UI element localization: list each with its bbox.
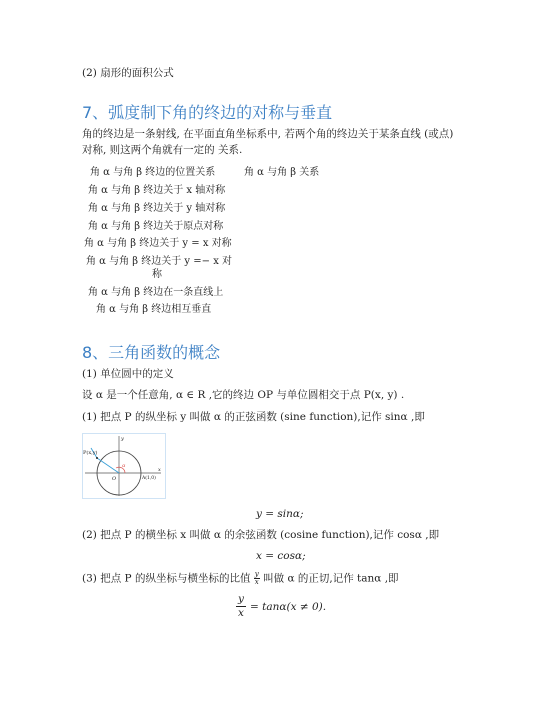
label-y: y — [121, 436, 124, 442]
cosine-definition: (2) 把点 P 的横坐标 x 叫做 α 的余弦函数 (cosine function),记作 cosα ,即 — [82, 529, 440, 541]
section-8-heading: 8、三角函数的概念 — [82, 343, 221, 362]
sine-formula: y = sinα; — [256, 508, 304, 520]
tangent-definition — [82, 571, 399, 586]
unit-circle-diagram — [83, 434, 165, 498]
tangent-formula-denominator: x — [238, 607, 244, 619]
point-p — [96, 457, 98, 459]
table-header-relation: 角 α 与角 β 关系 — [244, 167, 320, 178]
terminal-ray — [97, 458, 119, 473]
tangent-text-b: 叫做 α 的正切,记作 tanα ,即 — [263, 572, 399, 585]
table-row: 角 α 与角 β 终边关于原点对称 — [88, 221, 224, 232]
table-header-position: 角 α 与角 β 终边的位置关系 — [90, 167, 216, 178]
section-7-heading: 7、弧度制下角的终边的对称与垂直 — [82, 103, 333, 122]
label-o: O — [112, 476, 117, 482]
table-row: 角 α 与角 β 终边关于 y 轴对称 — [88, 203, 226, 214]
table-row: 角 α 与角 β 终边关于 y = x 对称 — [84, 238, 232, 249]
definition-text: 设 α 是一个任意角, α ∈ R ,它的终边 OP 与单位圆相交于点 P(x, y) . — [82, 389, 405, 401]
table-row: 角 α 与角 β 终边在一条直线上 — [88, 287, 224, 298]
section-7-intro-line1: 角的终边是一条射线, 在平面直角坐标系中, 若两个角的终边关于某条直线 (或点) — [82, 128, 454, 140]
ratio-numerator: y — [254, 570, 259, 578]
table-row: 角 α 与角 β 终边关于 x 轴对称 — [88, 185, 226, 196]
tangent-formula-rhs: = tanα(x ≠ 0). — [250, 601, 327, 613]
ratio-denominator: x — [254, 578, 259, 586]
label-alpha: α — [122, 463, 126, 469]
cosine-formula: x = cosα; — [256, 550, 306, 562]
unit-circle-subheading: (1) 单位圆中的定义 — [82, 368, 174, 380]
tangent-text-a: (3) 把点 P 的纵坐标与横坐标的比值 — [82, 572, 251, 585]
table-row: 角 α 与角 β 终边相互垂直 — [96, 304, 212, 315]
section-7-intro-line2: 对称, 则这两个角就有一定的 关系. — [82, 144, 243, 156]
table-row: 角 α 与角 β 终边关于 y =− x 对 — [86, 256, 233, 267]
tangent-formula-fraction — [236, 593, 246, 620]
label-a: A(1,0) — [142, 476, 156, 481]
label-x: x — [158, 467, 161, 473]
tangent-formula-numerator: y — [238, 593, 244, 605]
label-p: P(x,y) — [83, 450, 98, 456]
table-row-wrap: 称 — [152, 269, 162, 280]
unit-circle-figure — [82, 433, 166, 499]
sine-definition: (1) 把点 P 的纵坐标 y 叫做 α 的正弦函数 (sine function),记作 sinα ,即 — [82, 411, 425, 423]
ratio-fraction — [254, 571, 260, 586]
section-prev-item: (2) 扇形的面积公式 — [82, 67, 174, 79]
